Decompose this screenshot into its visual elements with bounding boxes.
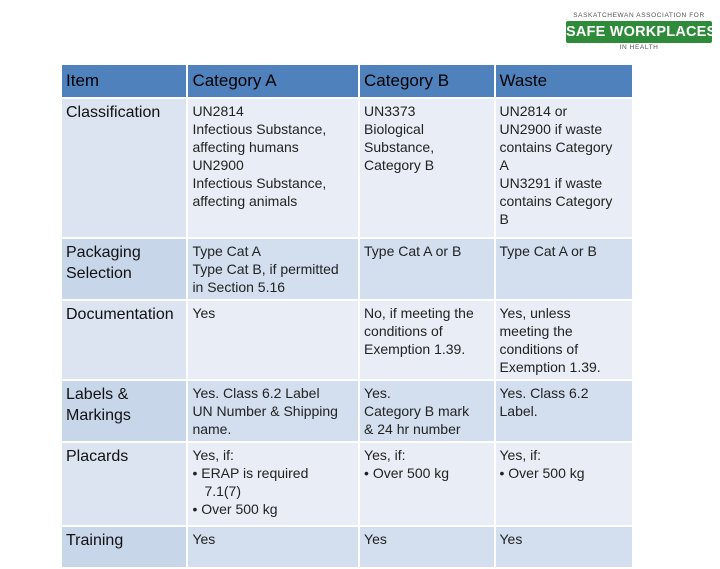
cell-waste <box>496 443 633 525</box>
row-item-label: Documentation <box>62 301 186 379</box>
cell-text-line: UN Number & Shipping <box>192 403 338 419</box>
cell-text-line: A <box>499 157 509 173</box>
cell-text-line: meeting the <box>499 323 573 339</box>
header-waste: Waste <box>496 65 633 97</box>
header-category-b: Category B <box>360 65 493 97</box>
cell-waste <box>496 301 633 379</box>
cell-text-line: Yes <box>192 531 216 547</box>
cell-waste <box>496 381 633 441</box>
cell-text-line: Exemption 1.39. <box>499 359 601 375</box>
cell-text-line: Type Cat B, if permitted <box>192 261 339 277</box>
cell-text-line: Yes. <box>364 385 391 401</box>
cell-text-line: Category B mark <box>364 403 470 419</box>
cell-text-line: Yes, if: <box>192 447 234 463</box>
cell-text-line: Infectious Substance, <box>192 175 327 191</box>
cell-text-line: UN3373 <box>364 103 416 119</box>
cell-text-line: UN2814 <box>192 103 244 119</box>
header-category-a: Category A <box>188 65 358 97</box>
row-item-label: Labels & Markings <box>62 381 186 441</box>
cell-category-b <box>360 239 493 299</box>
cell-text-line: B <box>499 211 509 227</box>
cell-category-a <box>188 527 358 567</box>
cell-text-line: contains Category <box>499 139 613 155</box>
cell-category-b <box>360 301 493 379</box>
cell-text-line: • Over 500 kg <box>499 465 585 481</box>
cell-category-a <box>188 239 358 299</box>
table-row <box>62 381 632 441</box>
cell-category-a <box>188 301 358 379</box>
cell-text-line: UN2900 if waste <box>499 121 603 137</box>
table-row <box>62 239 632 299</box>
cell-text-line: Exemption 1.39. <box>364 341 466 357</box>
cell-text-line: affecting animals <box>192 193 298 209</box>
cell-text-line: contains Category <box>499 193 613 209</box>
cell-text-line: in Section 5.16 <box>192 279 286 295</box>
cell-text-line: Label. <box>499 403 538 419</box>
cell-text-line: Substance, <box>364 139 435 155</box>
safe-workplaces-logo <box>566 12 717 52</box>
row-item-label: Placards <box>62 443 186 525</box>
cell-category-a <box>188 99 358 237</box>
cell-waste <box>496 239 633 299</box>
logo-top-text: SASKATCHEWAN ASSOCIATION FOR <box>573 12 705 19</box>
cell-text-line: No, if meeting the <box>364 305 474 321</box>
cell-text-line: Yes. Class 6.2 <box>499 385 589 401</box>
cell-text-line: UN2900 <box>192 157 244 173</box>
cell-text-line: Biological <box>364 121 424 137</box>
table-row <box>62 527 632 567</box>
cell-category-b <box>360 527 493 567</box>
logo-sub-text: IN HEALTH <box>619 44 659 51</box>
logo-main-text: SAFE WORKPLACES <box>566 21 712 43</box>
cell-text-line: Category B <box>364 157 435 173</box>
cell-text-line: affecting humans <box>192 139 299 155</box>
cell-text-line: 7.1(7) <box>204 483 242 499</box>
cell-text-line: Yes, unless <box>499 305 571 321</box>
cell-text-line: Type Cat A <box>192 243 261 259</box>
cell-category-b <box>360 443 493 525</box>
cell-text-line: Infectious Substance, <box>192 121 327 137</box>
cell-text-line: Yes, if: <box>364 447 406 463</box>
cell-category-b <box>360 381 493 441</box>
table-row <box>62 443 632 525</box>
table-row <box>62 301 632 379</box>
table-row <box>62 99 632 237</box>
cell-category-b <box>360 99 493 237</box>
cell-text-line: name. <box>192 421 232 437</box>
row-item-label: Training <box>62 527 186 567</box>
cell-text-line: conditions of <box>364 323 443 339</box>
cell-text-line: UN2814 or <box>499 103 568 119</box>
cell-text-line: conditions of <box>499 341 579 357</box>
cell-text-line: Yes <box>499 531 523 547</box>
cell-category-a <box>188 443 358 525</box>
cell-text-line: Type Cat A or B <box>364 243 462 259</box>
cell-text-line: Yes. Class 6.2 Label <box>192 385 320 401</box>
cell-text-line: Yes <box>364 531 387 547</box>
cell-text-line: • Over 500 kg <box>364 465 450 481</box>
cell-text-line: • Over 500 kg <box>192 501 278 517</box>
cell-waste <box>496 527 633 567</box>
cell-text-line: & 24 hr number <box>364 421 461 437</box>
cell-text-line: Yes, if: <box>499 447 542 463</box>
cell-text-line: • ERAP is required <box>192 465 309 481</box>
row-item-label: Classification <box>62 99 186 237</box>
table-body <box>62 99 632 567</box>
cell-category-a <box>188 381 358 441</box>
cell-text-line: Yes <box>192 305 216 321</box>
cell-text-line: UN3291 if waste <box>499 175 603 191</box>
row-item-label: Packaging Selection <box>62 239 186 299</box>
table-header-row <box>62 65 632 97</box>
cell-text-line: Type Cat A or B <box>499 243 597 259</box>
shipping-requirements-table <box>60 63 634 569</box>
header-item: Item <box>62 65 186 97</box>
cell-waste <box>496 99 633 237</box>
